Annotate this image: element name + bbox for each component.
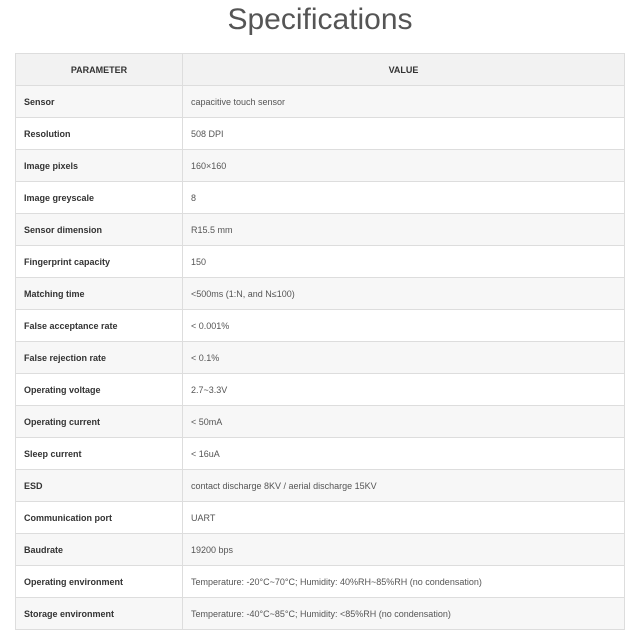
value-cell: R15.5 mm (183, 214, 625, 246)
parameter-cell: Operating voltage (16, 374, 183, 406)
table-row (16, 438, 625, 470)
value-cell: contact discharge 8KV / aerial discharge 15KV (183, 470, 625, 502)
value-cell: <500ms (1:N, and N≤100) (183, 278, 625, 310)
parameter-cell: Communication port (16, 502, 183, 534)
table-header-row (16, 54, 625, 86)
value-cell: < 0.001% (183, 310, 625, 342)
value-cell: 150 (183, 246, 625, 278)
page-title: Specifications (227, 3, 413, 36)
table-row (16, 246, 625, 278)
column-header-value: VALUE (183, 54, 625, 86)
value-cell: 19200 bps (183, 534, 625, 566)
table-row (16, 534, 625, 566)
table-row (16, 278, 625, 310)
table-row (16, 342, 625, 374)
parameter-cell: False rejection rate (16, 342, 183, 374)
table-row (16, 182, 625, 214)
value-cell: UART (183, 502, 625, 534)
parameter-cell: Matching time (16, 278, 183, 310)
value-cell: 508 DPI (183, 118, 625, 150)
value-cell: < 16uA (183, 438, 625, 470)
parameter-cell: Sensor (16, 86, 183, 118)
table-row (16, 118, 625, 150)
table-row (16, 502, 625, 534)
parameter-cell: Sensor dimension (16, 214, 183, 246)
parameter-cell: ESD (16, 470, 183, 502)
value-cell: < 0.1% (183, 342, 625, 374)
parameter-cell: Image pixels (16, 150, 183, 182)
value-cell: 8 (183, 182, 625, 214)
table-row (16, 214, 625, 246)
value-cell: 160×160 (183, 150, 625, 182)
table-row (16, 598, 625, 630)
specifications-table (15, 53, 625, 630)
table-row (16, 470, 625, 502)
parameter-cell: Resolution (16, 118, 183, 150)
parameter-cell: Image greyscale (16, 182, 183, 214)
table-body (16, 86, 625, 630)
value-cell: < 50mA (183, 406, 625, 438)
table-row (16, 374, 625, 406)
table-row (16, 310, 625, 342)
parameter-cell: False acceptance rate (16, 310, 183, 342)
parameter-cell: Operating current (16, 406, 183, 438)
parameter-cell: Operating environment (16, 566, 183, 598)
value-cell: Temperature: -20°C~70°C; Humidity: 40%RH~85%RH (no condensation) (183, 566, 625, 598)
value-cell: capacitive touch sensor (183, 86, 625, 118)
table-row (16, 150, 625, 182)
value-cell: Temperature: -40°C~85°C; Humidity: <85%RH (no condensation) (183, 598, 625, 630)
parameter-cell: Fingerprint capacity (16, 246, 183, 278)
table-row (16, 406, 625, 438)
table-row (16, 86, 625, 118)
parameter-cell: Storage environment (16, 598, 183, 630)
table-row (16, 566, 625, 598)
value-cell: 2.7~3.3V (183, 374, 625, 406)
parameter-cell: Baudrate (16, 534, 183, 566)
parameter-cell: Sleep current (16, 438, 183, 470)
column-header-parameter: PARAMETER (16, 54, 183, 86)
